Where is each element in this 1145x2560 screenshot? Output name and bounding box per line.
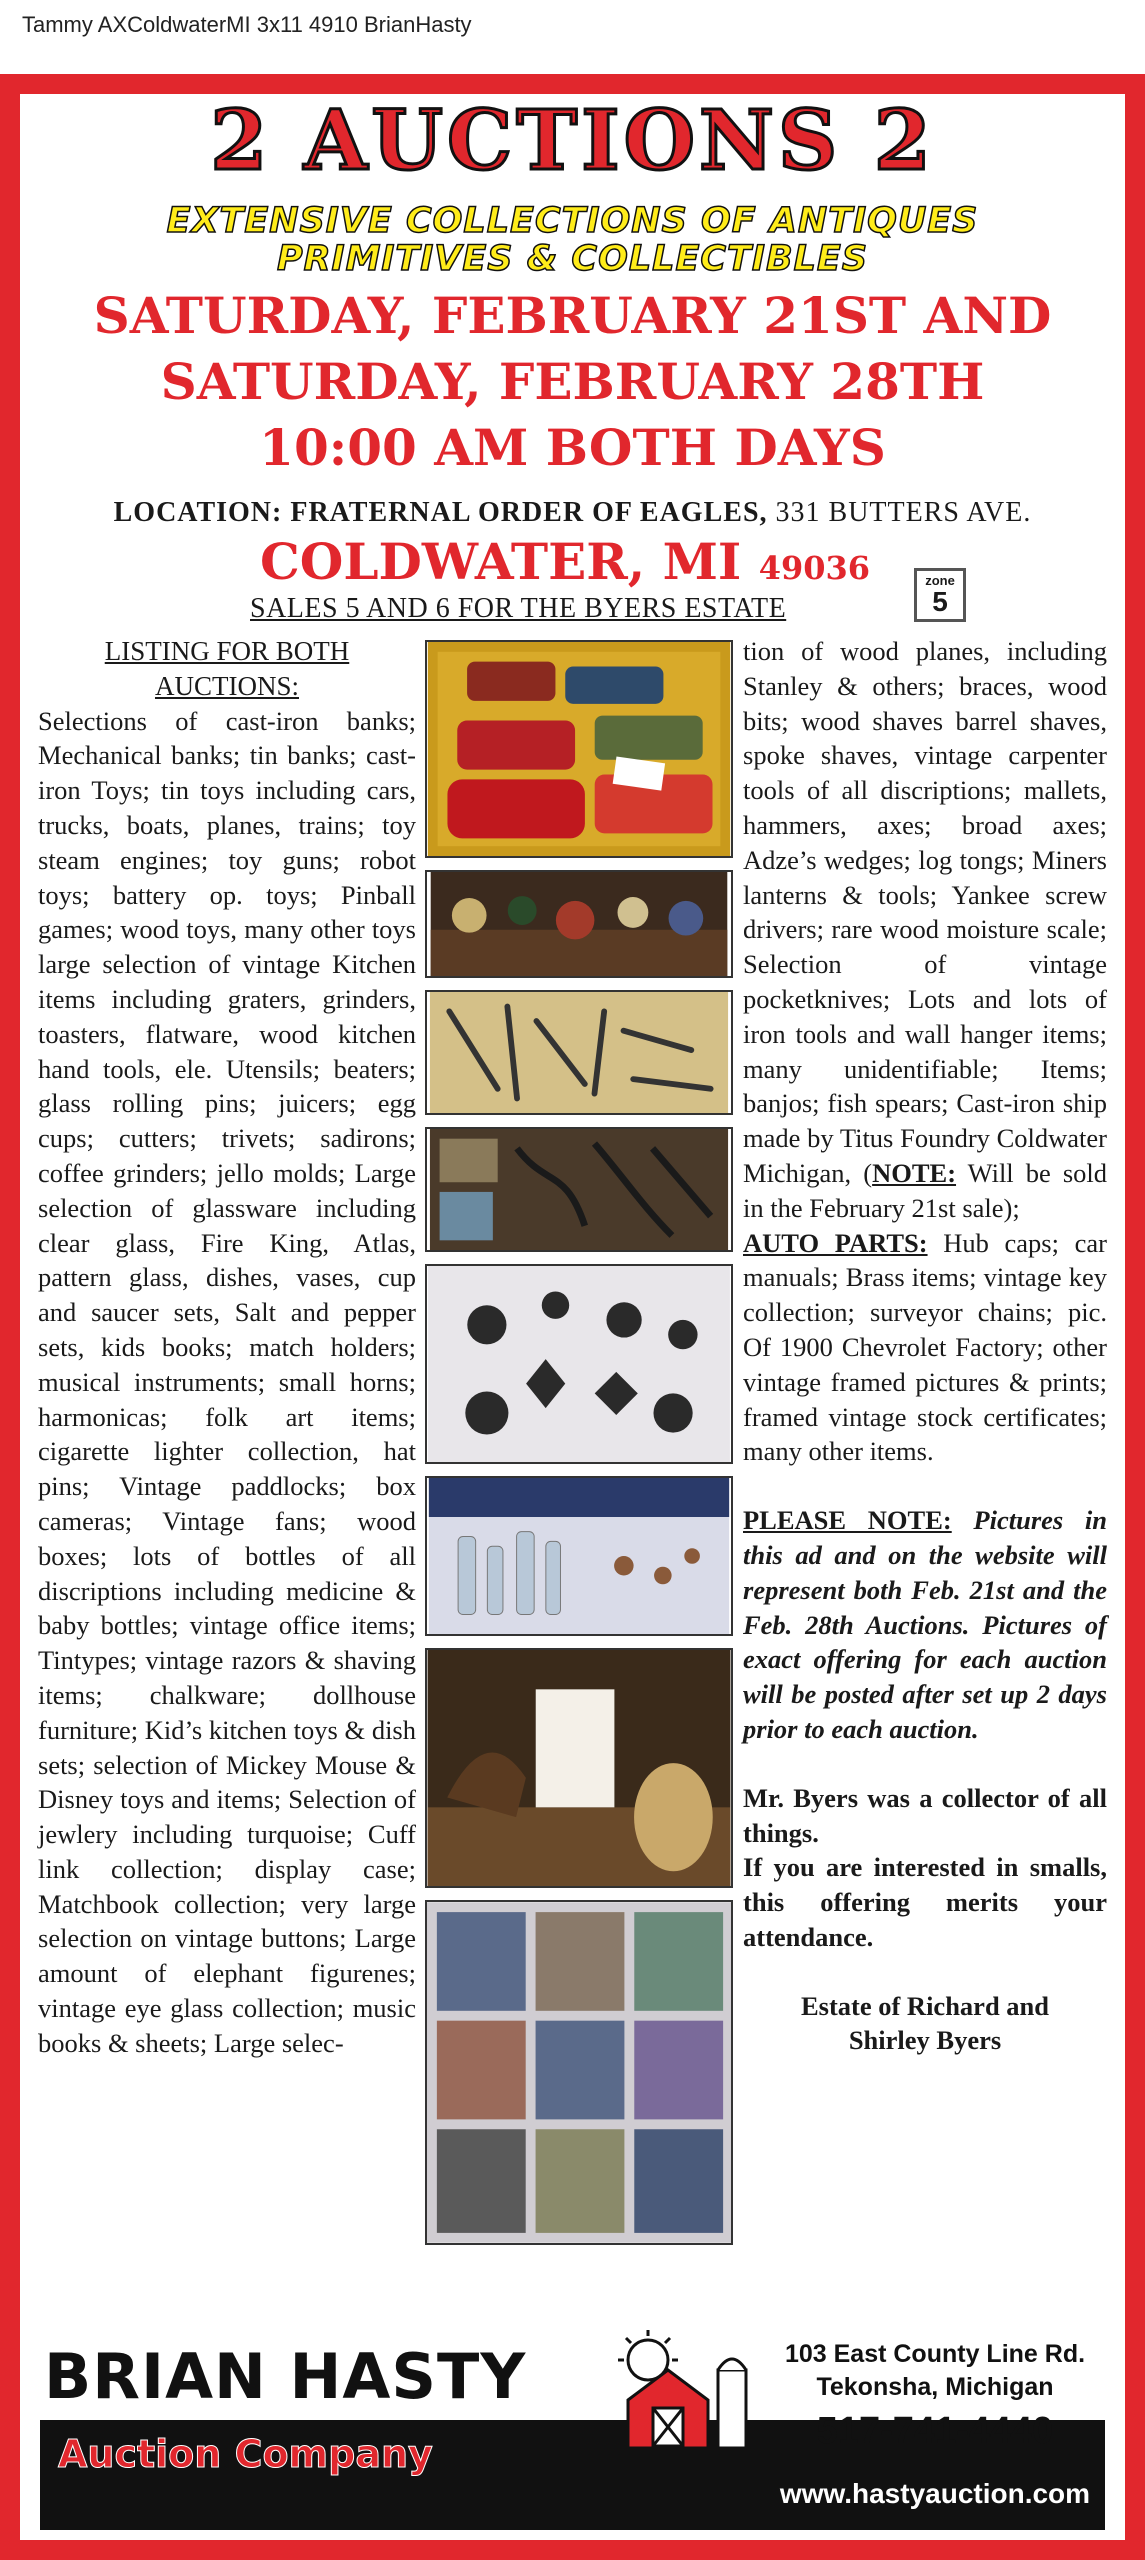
website-link[interactable]: www.hastyauction.com bbox=[779, 2478, 1091, 2509]
time-line: 10:00 AM BOTH DAYS bbox=[259, 418, 886, 477]
collector-line-1: Mr. Byers was a collector of all things. bbox=[743, 1782, 1107, 1848]
please-note-text: Pictures in this ad and on the website will represent both Feb. 21st and the Feb. 28th Auctions. Pictures of exact offering for each auction will be posted after set up 2 days prior to each auction. bbox=[743, 1505, 1108, 1744]
zip-code: 49036 bbox=[758, 549, 871, 587]
estate-line-2: Shirley Byers bbox=[848, 2025, 1002, 2056]
listing-left-text: Selections of cast-iron banks; Mechanical banks; tin banks; cast-iron Toys; tin toys including cars, trucks, boats, planes, trains; toy steam engines; toy guns; robot toys; battery op. toys; Pinball games; wood toys, many other toys large selection of vintage Kitchen items including graters, grinders, toasters, flatware, wood kitchen hand tools, ele. Utensils; beaters; glass rolling pins; juicers; egg cups; cutters; trivets; sadirons; coffee grinders; jello molds; Large selection of glassware including clear glass, Fire King, Atlas, pattern glass, dishes, vases, cup and saucer sets, Salt and pepper sets, kids books; match holders; musical instruments; small horns; harmonicas; folk art items; cigarette lighter collection, hat pins; Vintage paddlocks; box cameras; Vintage fans; wood boxes; lots of bottles of all discriptions including medicine & baby bottles; vintage office items; Tintypes; vintage razors & shaving items; chalkware; dollhouse furniture; Kid’s kitchen toys & dish sets; selection of Mickey Mouse & Disney toys and items; Selection of jewlery including turquoise; Cuff link collection; display case; Matchbook collection; very large selection on vintage buttons; Large amount of elephant figurenes; vintage eye glass collection; music books & sheets; Large selec- bbox=[38, 705, 416, 2058]
photo-toy-cars bbox=[425, 640, 733, 858]
note-word: NOTE: bbox=[872, 1157, 957, 1188]
photo-wall-hangers bbox=[425, 1127, 733, 1252]
subtitle-line-1: EXTENSIVE COLLECTIONS OF ANTIQUES bbox=[166, 201, 979, 241]
zone-label: zone bbox=[925, 573, 955, 588]
brand-name: BRIAN HASTY bbox=[44, 2340, 527, 2413]
photo-bottles bbox=[425, 1476, 733, 1636]
brand-sub: Auction Company bbox=[58, 2432, 433, 2476]
collector-line-2: If you are interested in smalls, this offering merits your attendance. bbox=[743, 1852, 1107, 1952]
address-line-2: Tekonsha, Michigan bbox=[816, 2373, 1054, 2401]
photo-iron-tools bbox=[425, 990, 733, 1115]
city-name: COLDWATER, MI bbox=[260, 532, 742, 591]
main-title: 2 AUCTIONS 2 bbox=[210, 93, 935, 189]
please-note-heading: PLEASE NOTE: bbox=[743, 1505, 952, 1536]
photo-buttons bbox=[425, 1900, 733, 2245]
auto-parts-heading: AUTO PARTS: bbox=[743, 1227, 928, 1258]
barn-logo-icon bbox=[588, 2330, 778, 2450]
photo-folk-art bbox=[425, 1648, 733, 1888]
note-text: Will be sold in the February 21st sale); bbox=[743, 1157, 1108, 1223]
location-address: 331 BUTTERS AVE. bbox=[775, 497, 1032, 528]
file-slug: Tammy AXColdwaterMI 3x11 4910 BrianHasty bbox=[22, 12, 472, 37]
date-line-1: SATURDAY, FEBRUARY 21ST AND bbox=[93, 286, 1052, 345]
phone-number: 517-741-4440 bbox=[816, 2410, 1054, 2452]
listing-left-column bbox=[38, 634, 416, 2061]
photo-mechanical-banks bbox=[425, 870, 733, 978]
photo-trivets bbox=[425, 1264, 733, 1464]
zone-number: 5 bbox=[932, 586, 948, 617]
listing-right-column bbox=[743, 634, 1107, 2058]
address-line-1: 103 East County Line Rd. bbox=[784, 2340, 1086, 2368]
photo-column bbox=[425, 640, 733, 2257]
date-line-2: SATURDAY, FEBRUARY 28TH bbox=[160, 352, 985, 411]
city-line bbox=[260, 532, 870, 591]
tools-text: tion of wood planes, including Stanley & others; braces, wood bits; wood shaves barrel shaves, spoke shaves, vintage carpenter tools of all discriptions; mallets, hammers, axes; broad axes; Adze’s wedges; log tongs; Miners lanterns & tools; Yankee screw drivers; rare wood moisture scale; Selection of vintage pocketknives; Lots and lots of iron tools and wall hanger items; many unidentifiable; Items; banjos; fish spears; Cast-iron ship made by Titus Foundry Coldwater Michigan, ( bbox=[743, 636, 1107, 1188]
location-line bbox=[20, 497, 1125, 529]
auto-parts-text: Hub caps; car manuals; Brass items; vintage key collection; surveyor chains; pic. Of 1900 Chevrolet Factory; other vintage framed pictures & prints; framed vintage stock certificates; many other items. bbox=[743, 1227, 1108, 1467]
sales-line: SALES 5 AND 6 FOR THE BYERS ESTATE bbox=[250, 593, 787, 624]
listing-heading: LISTING FOR BOTH AUCTIONS: bbox=[104, 636, 350, 701]
location-label: LOCATION: FRATERNAL ORDER OF EAGLES, bbox=[113, 497, 768, 528]
subtitle-line-2: PRIMITIVES & COLLECTIBLES bbox=[276, 239, 869, 279]
zone-badge bbox=[914, 568, 966, 622]
estate-line-1: Estate of Richard and bbox=[800, 1990, 1050, 2021]
